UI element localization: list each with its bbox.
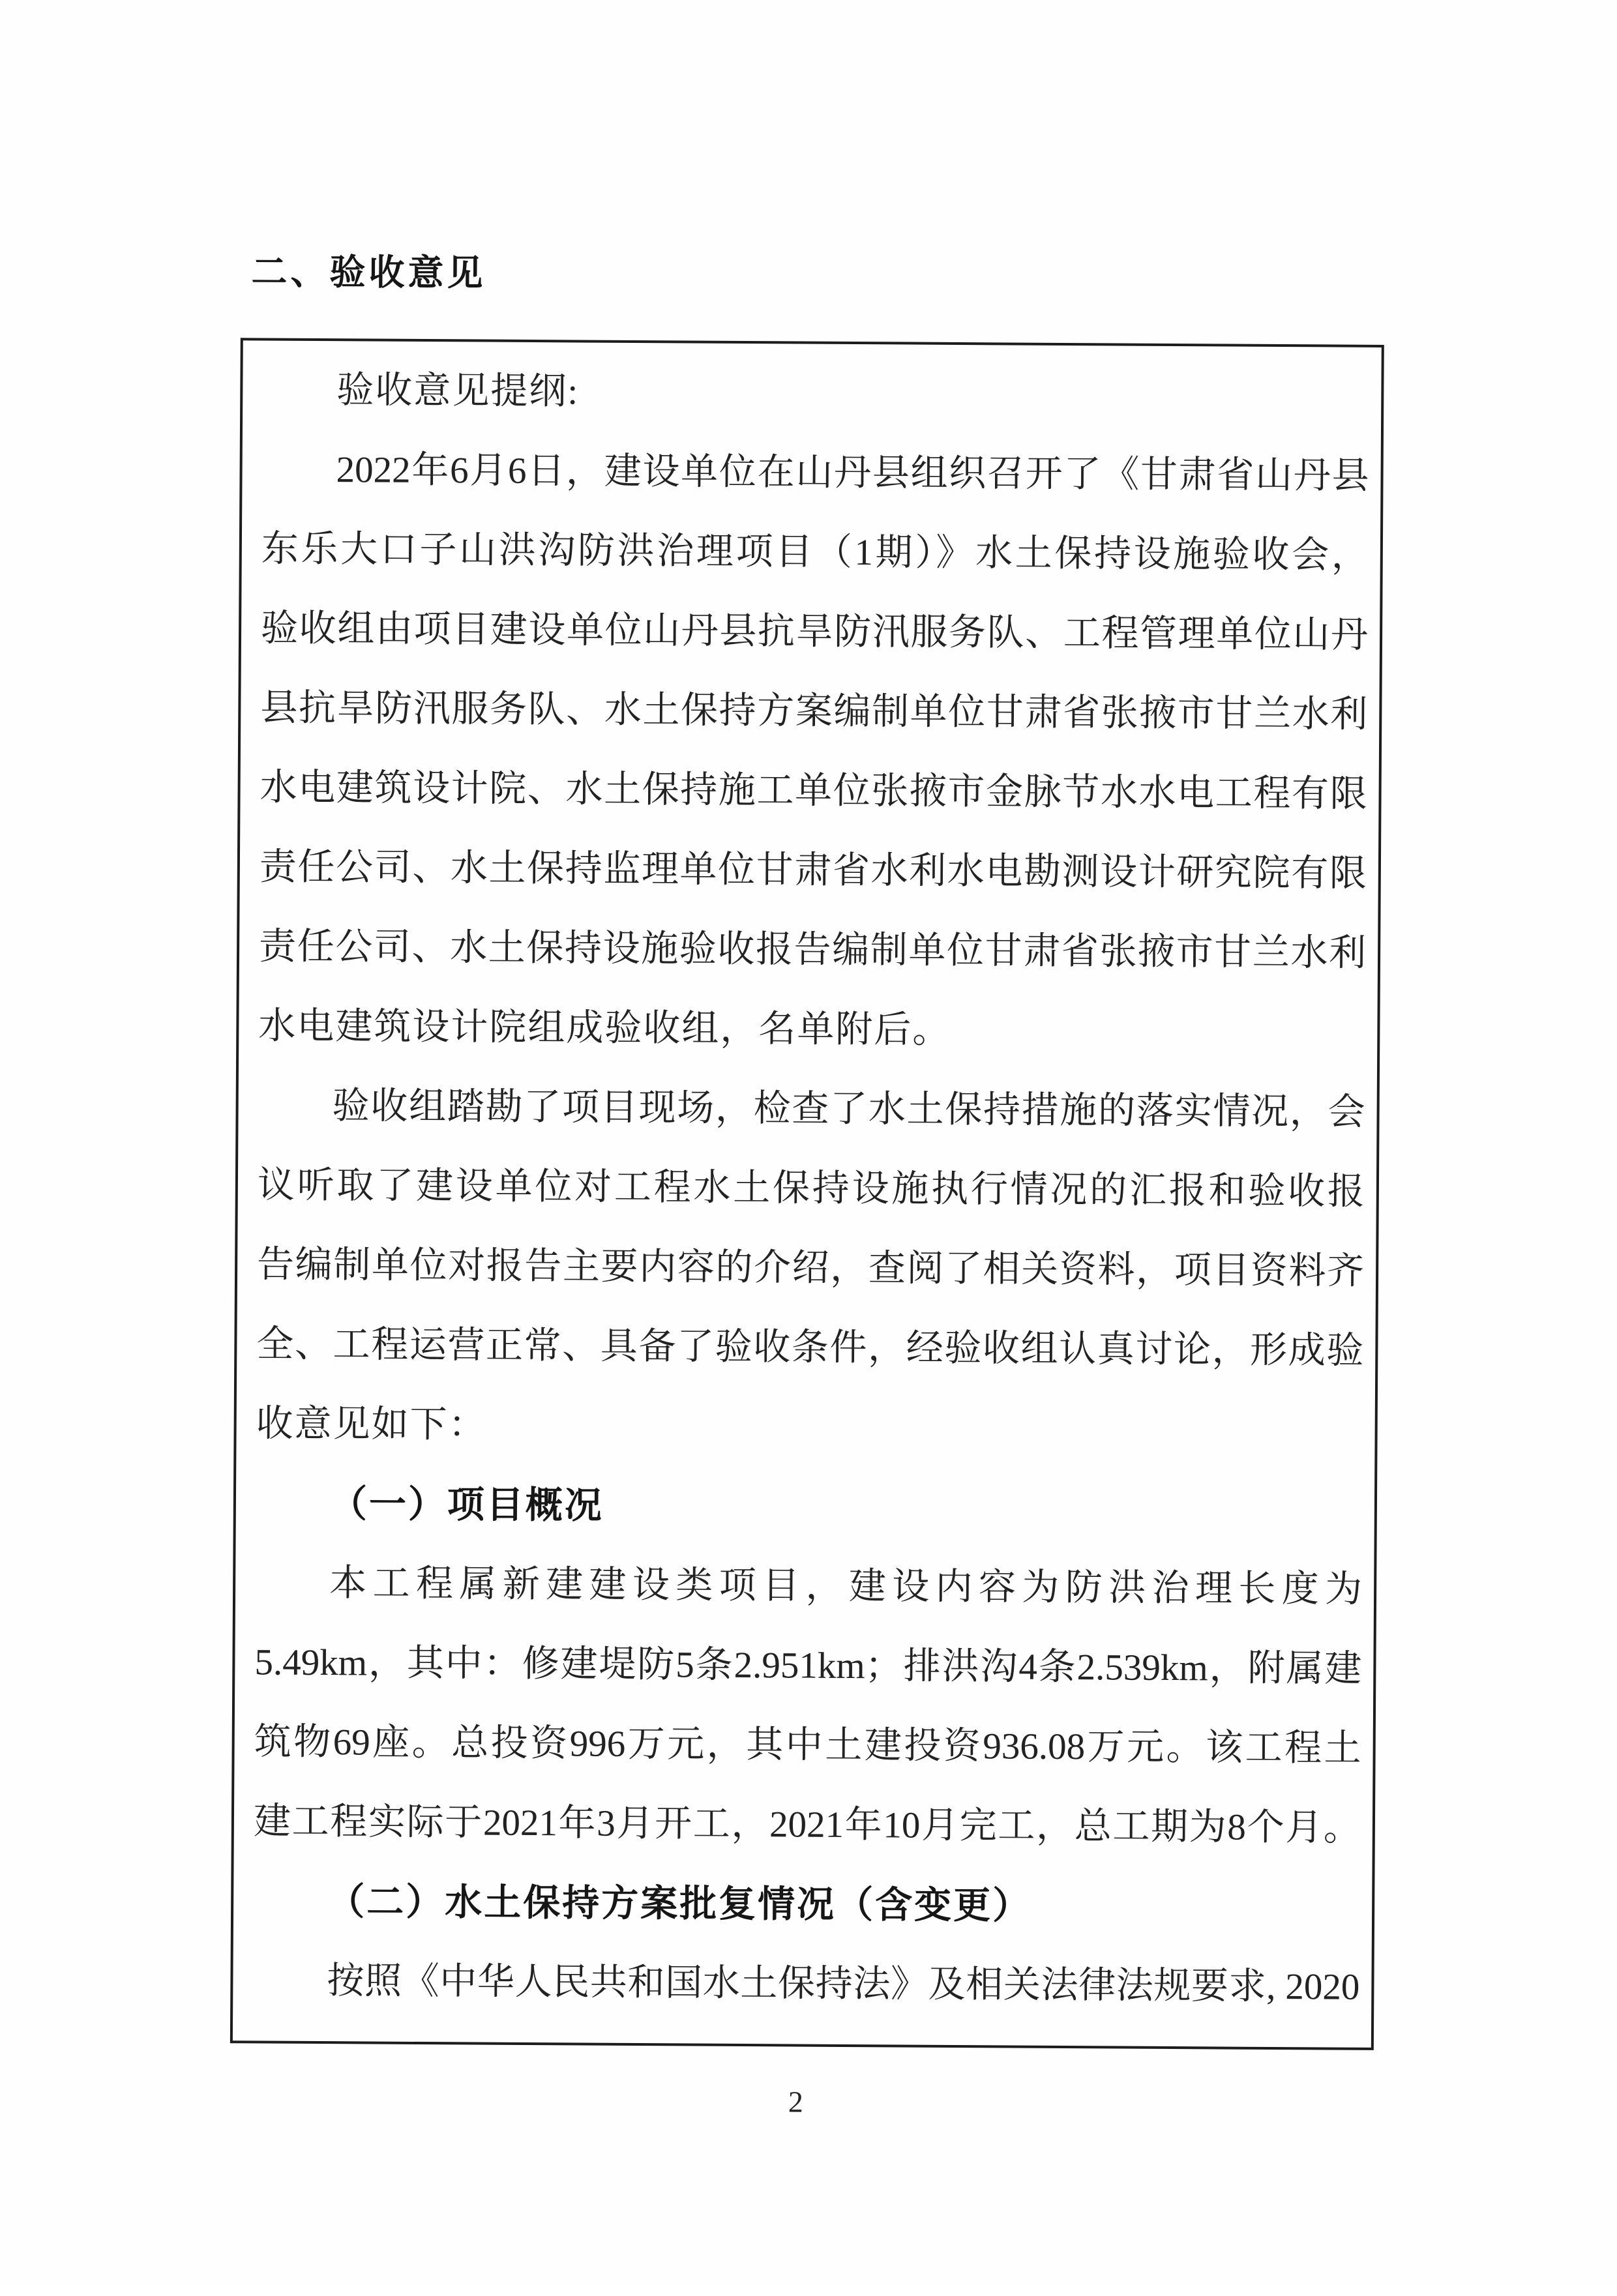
section-heading: 二、验收意见 [251, 251, 486, 293]
text-line: 议听取了建设单位对工程水土保持设施执行情况的汇报和验收报 [257, 1164, 1365, 1213]
box-heading-line: （一）项目概况 [329, 1483, 604, 1527]
text-line: 责任公司、水土保持监理单位甘肃省水利水电勘测设计研究院有限 [259, 846, 1367, 894]
box-content [252, 350, 1370, 2027]
text-line: 告编制单位对报告主要内容的介绍，查阅了相关资料，项目资料齐 [256, 1244, 1365, 1292]
text-line: 本工程属新建建设类项目，建设内容为防洪治理长度为 [329, 1563, 1363, 1610]
text-line: 建工程实际于2021年3月开工，2021年10月完工，总工期为8个月。 [253, 1801, 1361, 1849]
text-line: 东乐大口子山洪沟防洪治理项目（1期）》水土保持设施验收会， [261, 528, 1369, 576]
text-line: 筑物69座。总投资996万元，其中土建投资936.08万元。该工程土 [254, 1721, 1361, 1769]
text-line: 水电建筑设计院、水土保持施工单位张掖市金脉节水水电工程有限 [260, 767, 1367, 815]
text-line: 按照《中华人民共和国水土保持法》及相关法律法规要求, 2020 [327, 1960, 1360, 2008]
text-line: 县抗旱防汛服务队、水土保持方案编制单位甘肃省张掖市甘兰水利 [260, 687, 1368, 735]
text-line: 水电建筑设计院组成验收组，名单附后。 [258, 1005, 951, 1051]
box-heading-line: （二）水土保持方案批复情况（含变更） [327, 1881, 1032, 1927]
text-line: 验收意见提纲: [336, 370, 580, 413]
text-line: 2022年6月6日，建设单位在山丹县组织召开了《甘肃省山丹县 [336, 449, 1369, 497]
text-line: 验收组踏勘了项目现场，检查了水土保持措施的落实情况，会 [332, 1085, 1365, 1133]
text-line: 5.49km，其中：修建堤防5条2.951km；排洪沟4条2.539km，附属建 [254, 1641, 1362, 1690]
text-line: 验收组由项目建设单位山丹县抗旱防汛服务队、工程管理单位山丹 [260, 608, 1369, 656]
page-number: 2 [788, 2085, 803, 2119]
text-line: 责任公司、水土保持设施验收报告编制单位甘肃省张掖市甘兰水利 [258, 926, 1367, 974]
text-line: 收意见如下： [256, 1403, 487, 1446]
opinion-box [230, 338, 1384, 2050]
text-line: 全、工程运营正常、具备了验收条件，经验收组认真讨论，形成验 [256, 1323, 1364, 1372]
